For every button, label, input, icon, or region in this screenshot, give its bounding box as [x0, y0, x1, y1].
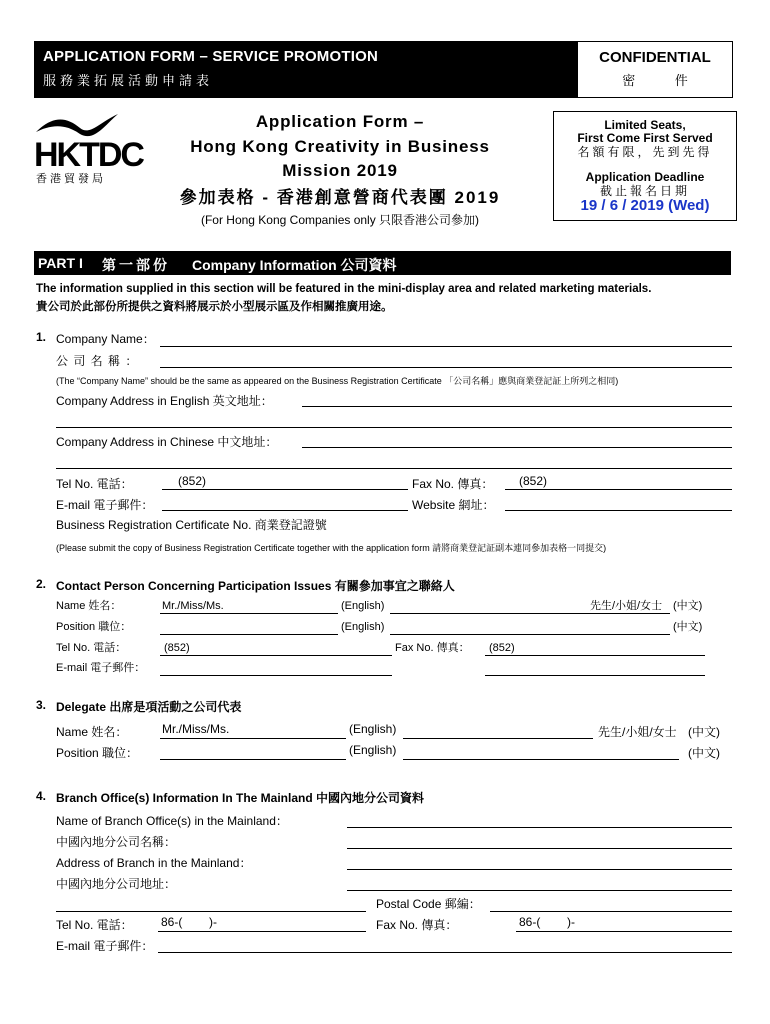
- main-title-note: (For Hong Kong Companies only 只限香港公司參加): [200, 213, 480, 227]
- seats-zh: 名額有限，先到先得: [577, 145, 713, 159]
- branch-fax-field[interactable]: [516, 931, 732, 932]
- address-zh-field[interactable]: [302, 447, 732, 448]
- contact-name-zh-field[interactable]: [390, 613, 670, 614]
- contact-english-label: (English): [341, 600, 385, 612]
- delegate-position-en-field[interactable]: [160, 759, 346, 760]
- header-title-en: APPLICATION FORM – SERVICE PROMOTION: [43, 48, 379, 65]
- tel-field[interactable]: [162, 489, 408, 490]
- contact-name-label: Name 姓名：: [56, 600, 122, 612]
- contact-email-label: E-mail 電子郵件：: [56, 662, 146, 674]
- delegate-honorific-zh: 先生/小姐/女士: [598, 725, 677, 739]
- contact-honorific-zh: 先生/小姐/女士: [590, 600, 663, 612]
- logo-text-zh: 香港貿發局: [36, 173, 106, 185]
- contact-position-zh-field[interactable]: [390, 634, 670, 635]
- part1-title: Company Information 公司資料: [192, 257, 397, 273]
- section4-title: Branch Office(s) Information In The Mainland 中國內地分公司資料: [56, 791, 425, 805]
- address-zh-label: Company Address in Chinese 中文地址：: [56, 435, 278, 449]
- tel-prefix: (852): [178, 474, 207, 488]
- main-title-line3: Mission 2019: [282, 161, 398, 180]
- branch-addr-en-label: Address of Branch in the Mainland：: [56, 856, 252, 870]
- postal-code-label: Postal Code 郵編：: [376, 897, 481, 911]
- company-name-note: (The “Company Name” should be the same as appeared on the Business Registration Certificate 「公司名稱」應與商業登記証上所列之相同): [56, 376, 619, 386]
- company-name-zh-field[interactable]: [160, 367, 732, 368]
- section1-number: 1.: [36, 330, 47, 344]
- confidential-block: [578, 42, 732, 97]
- contact-email-field-2[interactable]: [485, 675, 705, 676]
- contact-position-label: Position 職位：: [56, 621, 132, 633]
- deadline-date: 19 / 6 / 2019 (Wed): [580, 197, 710, 214]
- delegate-position-label: Position 職位：: [56, 746, 139, 760]
- main-title-line2: Hong Kong Creativity in Business: [190, 137, 490, 156]
- section3-title: Delegate 出席是項活動之公司代表: [56, 700, 242, 714]
- part1-label-zh: 第一部份: [102, 257, 170, 273]
- seats-en-2: First Come First Served: [577, 131, 713, 145]
- contact-name-prefix: Mr./Miss/Ms.: [162, 600, 224, 612]
- contact-tel-field[interactable]: [160, 655, 392, 656]
- fax-field[interactable]: [505, 489, 732, 490]
- branch-addr-zh-label: 中國內地分公司地址：: [56, 877, 177, 891]
- branch-addr-zh-field[interactable]: [347, 890, 732, 891]
- part1-header: [34, 251, 731, 275]
- delegate-name-zh-field[interactable]: [403, 738, 593, 739]
- hktdc-logo: [34, 112, 143, 185]
- deadline-zh: 截止報名日期: [599, 184, 690, 198]
- branch-fax-prefix: 86-( )-: [519, 915, 576, 929]
- part1-info-en: The information supplied in this section will be featured in the mini-display area and related marketing materials.: [36, 283, 652, 295]
- email-label: E-mail 電子郵件：: [56, 498, 154, 512]
- tel-label: Tel No. 電話：: [56, 477, 133, 491]
- postal-code-field[interactable]: [490, 911, 732, 912]
- delegate-position-chinese: (中文): [688, 746, 720, 760]
- branch-tel-field[interactable]: [158, 931, 366, 932]
- confidential-zh: 密 件: [622, 73, 706, 88]
- delegate-name-prefix: Mr./Miss/Ms.: [162, 722, 230, 736]
- part1-label: PART I: [38, 255, 83, 271]
- contact-tel-prefix: (852): [164, 642, 190, 654]
- company-name-zh-label: 公 司 名 稱 ：: [56, 354, 139, 368]
- contact-position-chinese: (中文): [673, 621, 703, 633]
- address-zh-field-2[interactable]: [56, 468, 732, 469]
- main-title-line1: Application Form –: [255, 112, 425, 131]
- section4-number: 4.: [36, 789, 47, 803]
- branch-name-zh-label: 中國內地分公司名稱：: [56, 835, 177, 849]
- delegate-position-english: (English): [349, 743, 397, 757]
- address-en-field-2[interactable]: [56, 427, 732, 428]
- contact-email-field[interactable]: [160, 675, 392, 676]
- delegate-name-label: Name 姓名：: [56, 725, 128, 739]
- contact-chinese-label: (中文): [673, 600, 703, 612]
- branch-name-zh-field[interactable]: [347, 848, 732, 849]
- logo-text: HKTDC: [34, 136, 143, 174]
- contact-fax-field[interactable]: [485, 655, 705, 656]
- email-field[interactable]: [162, 510, 408, 511]
- branch-email-label: E-mail 電子郵件：: [56, 939, 154, 953]
- contact-tel-label: Tel No. 電話：: [56, 642, 127, 654]
- contact-position-en-field[interactable]: [160, 634, 338, 635]
- deadline-box: [553, 111, 737, 221]
- main-title-zh: 參加表格 - 香港創意營商代表團 2019: [179, 188, 501, 207]
- header-title-zh: 服務業拓展活動申請表: [43, 73, 214, 88]
- header-title-block: [35, 42, 578, 97]
- section3-number: 3.: [36, 698, 47, 712]
- branch-fax-label: Fax No. 傳真：: [376, 918, 458, 932]
- branch-name-en-label: Name of Branch Office(s) in the Mainland：: [56, 814, 288, 828]
- website-field[interactable]: [505, 510, 732, 511]
- contact-fax-prefix: (852): [489, 642, 515, 654]
- contact-fax-label: Fax No. 傳真：: [395, 642, 470, 654]
- br-cert-note: (Please submit the copy of Business Registration Certificate together with the application form 請將商業登記証副本連同參加表格一同提交): [56, 543, 607, 553]
- delegate-english-label: (English): [349, 722, 397, 736]
- branch-addr-field-2[interactable]: [56, 911, 366, 912]
- section2-number: 2.: [36, 577, 47, 591]
- fax-label: Fax No. 傳真：: [412, 477, 494, 491]
- br-cert-label: Business Registration Certificate No. 商業登記證號: [56, 518, 327, 532]
- confidential-en: CONFIDENTIAL: [599, 49, 711, 66]
- form-header: [34, 41, 733, 98]
- address-en-label: Company Address in English 英文地址：: [56, 394, 273, 408]
- contact-position-english: (English): [341, 621, 385, 633]
- website-label: Website 網址：: [412, 498, 495, 512]
- branch-name-en-field[interactable]: [347, 827, 732, 828]
- section2-title: Contact Person Concerning Participation Issues 有關參加事宜之聯絡人: [56, 579, 455, 593]
- branch-addr-en-field[interactable]: [347, 869, 732, 870]
- address-en-field[interactable]: [302, 406, 732, 407]
- delegate-position-zh-field[interactable]: [403, 759, 679, 760]
- fax-prefix: (852): [519, 474, 548, 488]
- contact-name-en-field[interactable]: [160, 613, 338, 614]
- seats-en-1: Limited Seats,: [604, 118, 686, 132]
- branch-email-field[interactable]: [158, 952, 732, 953]
- company-name-label: Company Name：: [56, 332, 155, 346]
- branch-tel-prefix: 86-( )-: [161, 915, 218, 929]
- branch-tel-label: Tel No. 電話：: [56, 918, 133, 932]
- company-name-field[interactable]: [160, 346, 732, 347]
- delegate-chinese-label: (中文): [688, 725, 720, 739]
- deadline-en: Application Deadline: [585, 170, 705, 184]
- delegate-name-en-field[interactable]: [160, 738, 346, 739]
- part1-info-zh: 貴公司於此部份所提供之資料將展示於小型展示區及作相關推廣用途。: [36, 301, 393, 313]
